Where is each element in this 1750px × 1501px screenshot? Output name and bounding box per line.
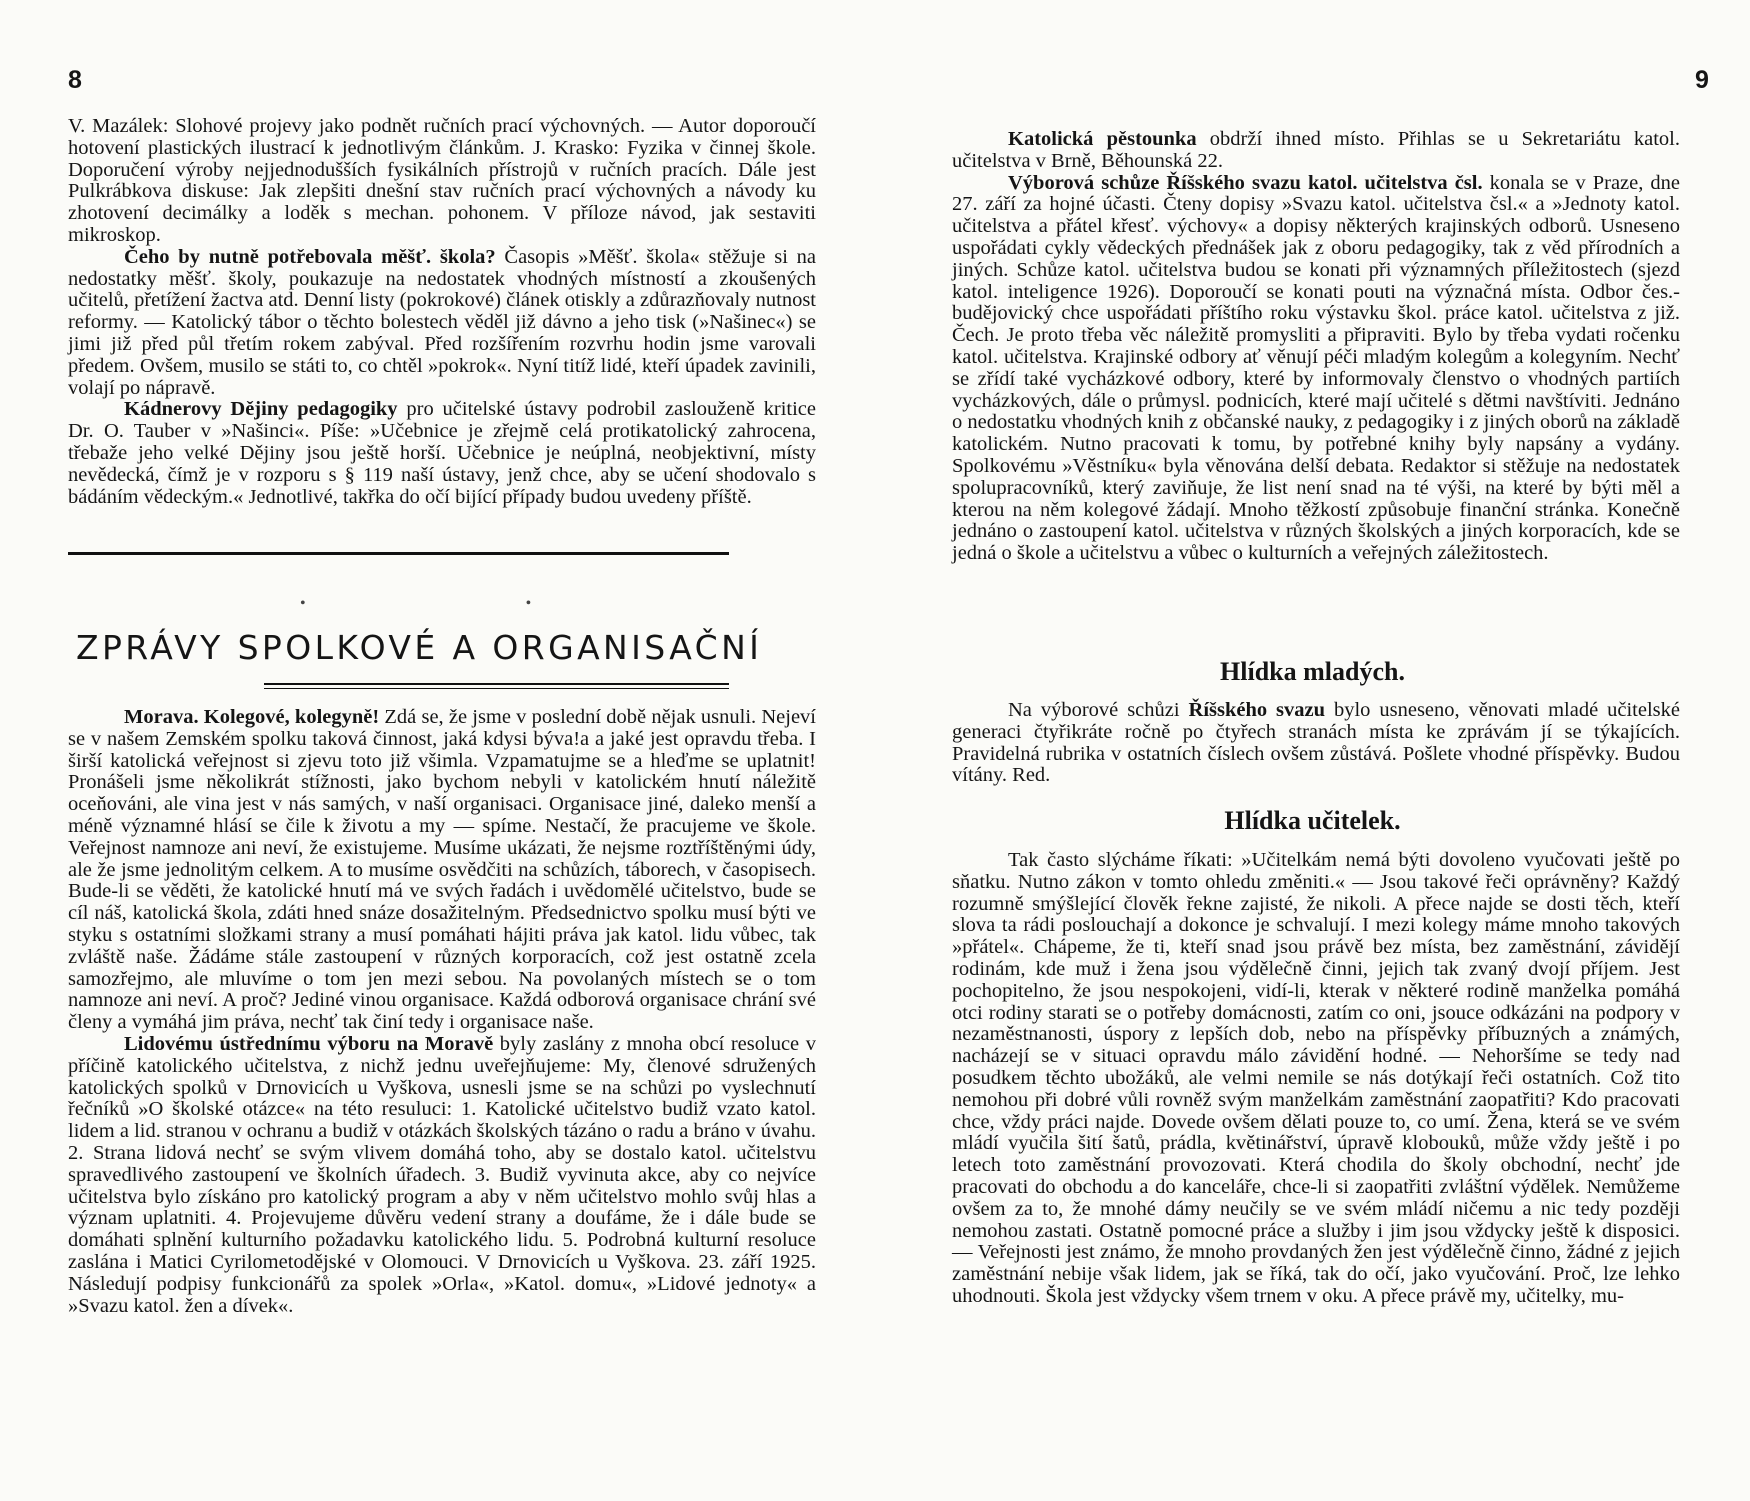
heading-hlidka-ucitelek: Hlídka učitelek.: [1224, 806, 1401, 835]
paragraph-heading: Lidovému ústřednímu výboru na Moravě: [124, 1032, 494, 1055]
paragraph-heading: Katolická pěstounka: [1008, 128, 1197, 150]
section-title: ZPRÁVY SPOLKOVÉ A ORGANISAČNÍ: [76, 628, 763, 667]
paragraph-mazalek: V. Mazálek: Slohové projevy jako podnět ručních prací výchovných. — Autor doporoučí hotovení plastických ilustrací k jednotlivým článkům. J. Krasko: Fyzika v činnej škole. Doporučení výroby nejjednodušších fysikálních přístrojů v ručních pracích. Dále jest Pulkrábkova diskuse: Jak zlepšiti dnešní stav ručních prací výchovných a návody ku zhotovení decimálky a loděk s mechan. pohonem. V příloze návod, jak sestaviti mikroskop.: [68, 115, 816, 246]
paragraph-pestounka: [952, 129, 1680, 173]
ucitelek-column: [952, 850, 1680, 1308]
paragraph-text: bylo usneseno, věnovati mladé učitelské generaci čtyřikráte ročně po čtyřech stranách místa ke zprávám jí se týkajících. Pravidelná rubrika v ostatních číslech ovšem zůstává. Pošlete vhodné příspěvky. Budou vítány. Red.: [952, 699, 1680, 787]
stray-marks: • •: [300, 595, 532, 612]
paragraph-text: Zdá se, že jsme v poslední době nějak usnuli. Nejeví se v našem Zemském spolku taková činnost, jaká kdysi býva!a a jaké jest opravdu třeba. I širší katolická veřejnost si zjevu toto již všimla. Vzpamatujme se a hleďme se uplatnit! Pronášeli jsme několikrát stížnosti, jako bychom nebyli v katolickém hnutí náležitě oceňováni, ale vina jest v nás samých, v naší organisaci. Organisace jiné, daleko menší a méně významné hlásí se čile k životu a my — spíme. Nestačí, že pracujeme ve škole. Veřejnost namnoze ani neví, že existujeme. Musíme ukázati, že nejsme roztříštěnými údy, ale že jsme jednolitým celkem. A to musíme osvědčiti na schůzích, táborech, v časopisech. Bude-li se věděti, že katolické hnutí má ve svých řadách i uvědomělé učitelstvo, bude se cíl náš, katolická škola, zdáti hned snáze dosažitelným. Předsednictvo spolku musí býti ve styku s ostatními složkami strany a musí pomáhati hájiti práva jak katol. lidu vůbec, tak zvláště naše. Žádáme stále zastoupení v různých korporacích, což jest ostatně zcela samozřejmo, ale mluvíme o tom jen mezi sebou. Na povolaných místech se o tom namnoze ani neví. A proč? Jediné vinou organisace. Každá odborová organisace chrání své členy a vymáhá jim práva, nechť tak činí tedy i organisace naše.: [68, 706, 816, 1034]
paragraph-ucitelek: Tak často slýcháme říkati: »Učitelkám nemá býti dovoleno vyučovati ještě po sňatku. Nutno zákon v tomto ohledu změniti.« — Jsou takové řeči oprávněny? Každý rozumně smýšlející člověk řekne zajisté, že nikoli. A přece najde se dosti těch, kteří slova ta rádi poslouchají a dokonce je schvalují. I mezi kolegy máme mnoho takových »přátel«. Chápeme, že ti, kteří snad jsou právě bez místa, bez zaměstnání, závidějí rodinám, kde muž i žena jsou výdělečně činni, jejich tak zvaný dvojí příjem. Jest pochopitelno, že jsou nespokojeni, vidí-li, kterak v některé rodině manželka pomáhá otci rodiny starati se o potřeby domácnosti, zatím co oni, jsouce odkázáni na podpory v nezaměstnanosti, úspory z lepších dob, nebo na příspěvky příbuzných a známých, nacházejí se v situaci opravdu málo závidění hodné. — Nehoršíme se tedy nad posudkem těchto ubožáků, ale velmi nemile se nás dotýkají řeči ostatních. Což tito nemohou při dobré vůli rovněž svým manželkám zaměstnání zaopatřiti? Kdo pracovati chce, vždy práci najde. Dovede ovšem dělati pouze to, co umí. Žena, která se ve svém mládí vyučila šití šatů, prádla, květinářství, úpravě klobouků, může vždy ještě i po letech toto zaměstnání provozovati. Která chodila do školy obchodní, nechť jde pracovati do obchodu a do kanceláře, chce-li si zaopatřiti zvláštní výdělek. Nemůžeme ovšem za to, že mnohé dámy neučily se ve svém mládí ničemu a nic tedy později nemohou zastati. Ostatně pomocné práce a služby i jim jsou vždycky ještě k disposici. — Veřejnosti jest známo, že mnoho provdaných žen jest výdělečně činno, žádné z jejich zaměstnání nebije však lidem, jak se říká, tak do očí, jako vyučování. Proč, lze lehko uhodnouti. Škola jest vždycky všem trnem v oku. A přece právě my, učitelky, mu-: [952, 849, 1680, 1307]
page-number: 9: [1695, 66, 1709, 94]
section-rule-bottom-thin: [264, 688, 729, 689]
organisation-column: [68, 707, 816, 1317]
right-page: [875, 0, 1750, 1501]
paragraph-text: pro učitelské ústavy podrobil zaslouženě kritice Dr. O. Tauber v »Našinci«. Píše: »Učebnice je zřejmě celá protikatolický zahrocena, třebaže jeho velké Dějiny jsou ještě horší. Učebnice je neúplná, neobjektivní, místy nevědecká, čímž je v rozporu s § 119 naší ústavy, jenž chce, aby se učení shodovalo s bádáním vědeckým.« Jednotlivé, takřka do očí bijící případy budou uvedeny příště.: [68, 398, 816, 508]
paragraph-heading: Výborová schůze Říšského svazu katol. učitelstva čsl.: [1008, 171, 1483, 194]
paragraph-vyborova-schuze: [952, 173, 1680, 565]
review-column-top: [68, 116, 816, 508]
heading-hlidka-mladych: Hlídka mladých.: [1220, 657, 1405, 686]
paragraph-heading: Kádnerovy Dějiny pedagogiky: [124, 398, 398, 421]
paragraph-text: konala se v Praze, dne 27. září za hojné účasti. Čteny dopisy »Svazu katol. učitelstva čsl.« a »Jednoty katol. učitelstva a přátel křesť. výchovy« a dopisy některých krajinských odborů. Usneseno uspořádati cykly vědeckých přednášek jak z oboru pedagogiky, tak z věd přírodních a jiných. Schůze katol. učitelstva budou se konati při významných příležitostech (sjezd katol. inteligence 1926). Doporoučí se konati pouti na význačná místa. Odbor čes.-budějovický chce uspořádati příštího roku výstavku škol. práce katol. učitelstva z již. Čech. Je proto třeba věc náležitě promysliti a připraviti. Bylo by třeba vydati ročenku katol. učitelstva. Krajinské odbory ať věnují péči mladým kolegům a kolegyním. Nechť se zřídí také vycházkové odbory, které by informovaly členstvo o vhodných partiích vycházkových, dále o průmysl. podnicích, které mají učitelé s dětmi navštíviti. Jednáno o nedostatku vhodných knih z občanské nauky, z pedagogiky i z jiných oborů na základě katolickém. Nutno pracovati k tomu, by potřebné knihy byly napsány a vydány. Spolkovému »Věstníku« byla věnována delší debata. Redaktor si stěžuje na nedostatek spolupracovníků, který zaviňuje, že list není snad na té výši, na které by býti měl a kterou na něm kolegové žádají. Mnoho těžkostí způsobuje finanční stránka. Konečně jednáno o zastoupení katol. učitelstva v různých školských a jiných korporacích, kde se jedná o škole a učitelstvu a vůbec o kulturních a veřejných záležitostech.: [952, 171, 1680, 565]
section-rule-top: [68, 552, 729, 555]
page-number: 8: [68, 66, 82, 94]
paragraph-mladych: [952, 700, 1680, 787]
news-column: [952, 129, 1680, 565]
paragraph-morava: [68, 707, 816, 1034]
paragraph-heading: Morava. Kolegové, kolegyně!: [124, 706, 380, 728]
paragraph-resoluce: [68, 1034, 816, 1317]
paragraph-heading: Čeho by nutně potřebovala měšť. škola?: [124, 245, 496, 268]
mladych-column: [952, 700, 1680, 787]
paragraph-text: Na výborové schůzi: [1008, 699, 1189, 721]
paragraph-text: Časopis »Měšť. škola« stěžuje si na nedostatky měšť. školy, poukazuje na nedostatek vhodných místností a zkoušených učitelů, přetížení žactva atd. Denní listy (pokrokové) článek otiskly a zdůrazňovaly nutnost reformy. — Katolický tábor o těchto bolestech věděl již dávno a jeho tisk (»Našinec«) se jimi již před půl třetím rokem zabýval. Před rozšířením rozvrhu hodin jsme varovali předem. Ovšem, musilo se státi to, co chtěl »pokrok«. Nyní titíž lidé, kteří úpadek zavinili, volají po nápravě.: [68, 245, 816, 399]
paragraph-mest-skola: [68, 247, 816, 400]
paragraph-text: byly zaslány z mnoha obcí resoluce v příčině katolického učitelstva, z nichž jednu uveřejňujeme: My, členové sdružených katolických spolků v Drnovicích u Vyškova, usnesli jsme se na schůzi po vyslechnutí řečníků »O školské otázce« na této resuluci: 1. Katolické učitelstvo budiž vzato katol. lidem a lid. stranou v ochranu a budiž v otázkách školských tázáno o radu a bráno v úvahu. 2. Strana lidová nechť se svým vlivem domáhá toho, aby se dostalo katol. učitelstvu spravedlivého zastoupení ve školních úřadech. 3. Budiž vyvinuta akce, aby co nejvíce učitelstva bylo získáno pro katolický program a aby v něm učitelstvo mohlo svůj hlas a význam uplatniti. 4. Projevujeme důvěru vedení strany a doufáme, že i dále bude se domáhati splnění kulturního požadavku katolického lidu. 5. Podrobná kulturní resoluce zaslána i Matici Cyrilometodějské v Olomouci. V Drnovicích u Vyškova. 23. září 1925. Následují podpisy funkcionářů za spolek »Orla«, »Katol. domu«, »Lidové jednoty« a »Svazu katol. žen a dívek«.: [68, 1032, 816, 1317]
paragraph-emphasis: Říšského svazu: [1188, 699, 1326, 721]
paragraph-kadner: [68, 399, 816, 508]
section-rule-bottom: [264, 683, 729, 685]
paragraph-text: obdrží ihned místo. Přihlas se u Sekretariátu katol. učitelstva v Brně, Běhounská 22.: [952, 128, 1680, 172]
